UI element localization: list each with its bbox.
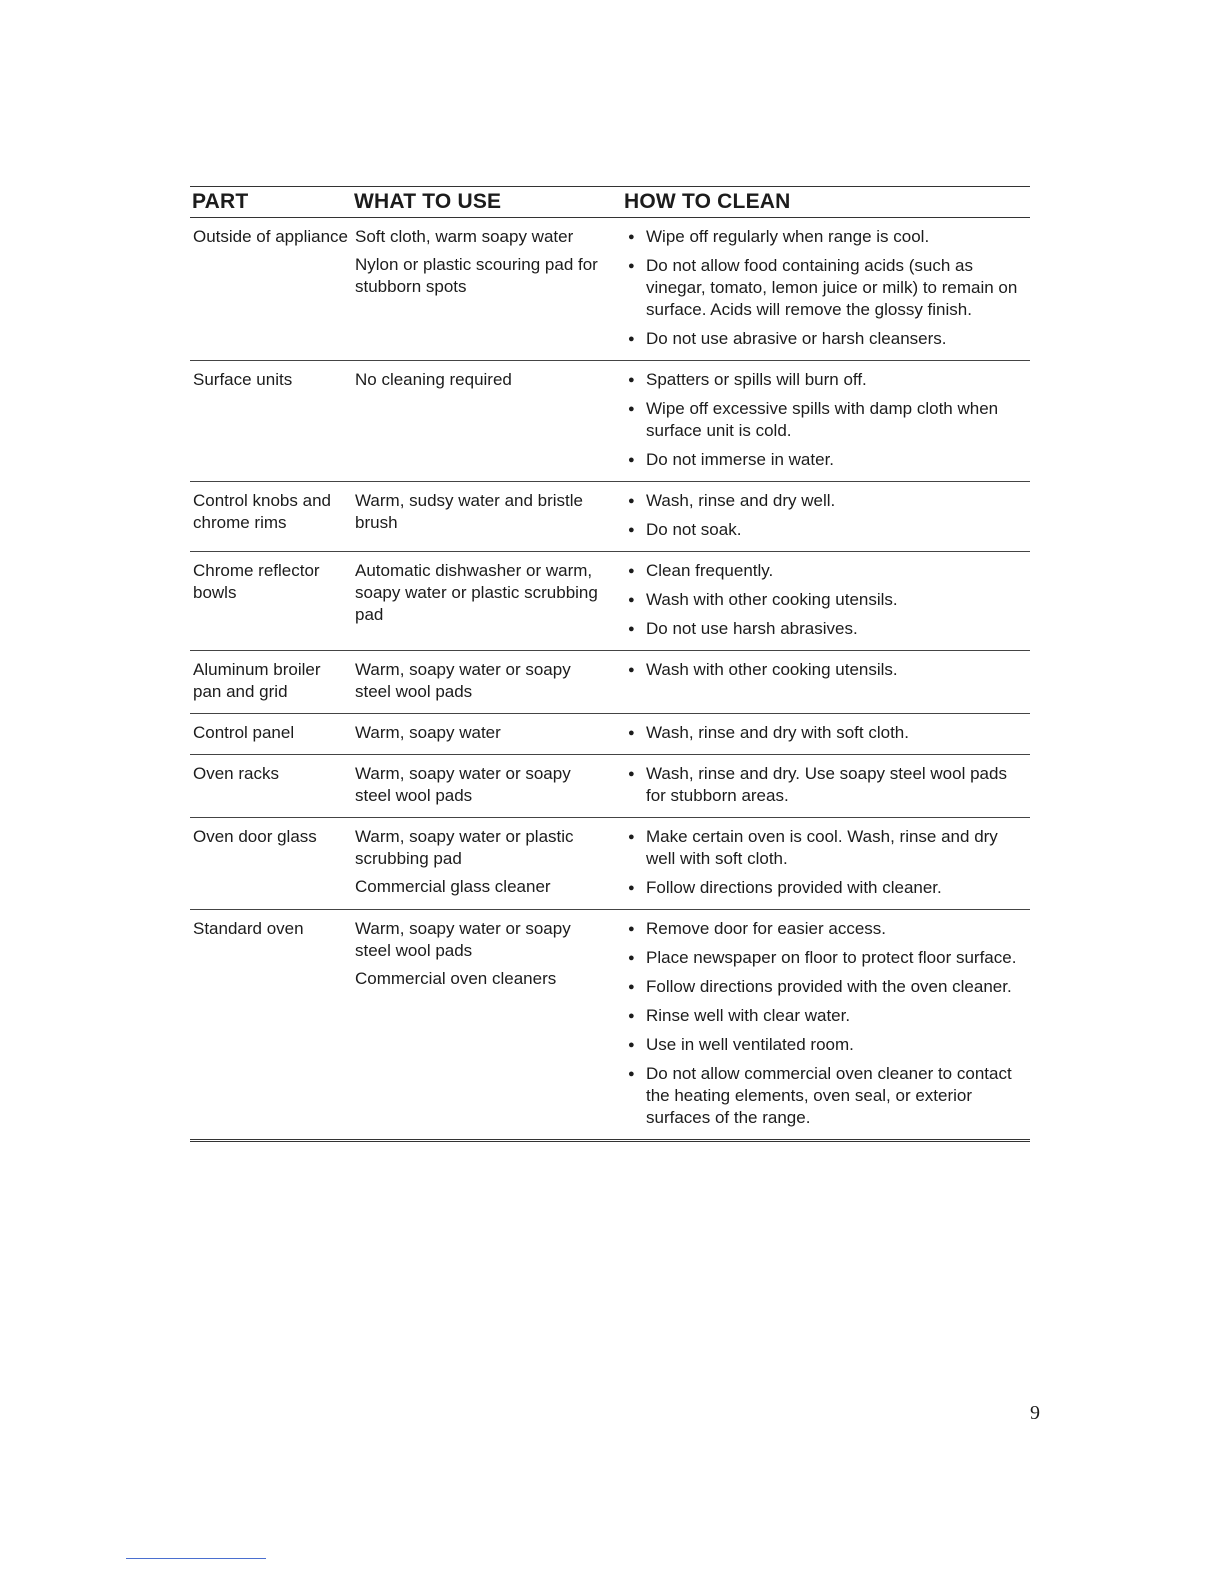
how-to-clean-cell [610, 552, 1030, 651]
cleaning-step: ● Wash, rinse and dry well. [628, 490, 1030, 512]
table-row [190, 482, 1030, 552]
cleaning-step: ● Wipe off excessive spills with damp cloth when surface unit is cold. [628, 398, 1030, 442]
header-what-to-use: WHAT TO USE [352, 187, 610, 218]
part-cell [190, 218, 352, 361]
table-row [190, 818, 1030, 910]
what-to-use-cell [352, 361, 610, 482]
table-row [190, 714, 1030, 755]
cleaning-step: ● Wash with other cooking utensils. [628, 589, 1030, 611]
cleaning-step: ● Do not use abrasive or harsh cleansers. [628, 328, 1030, 350]
cleaning-steps [628, 560, 1030, 640]
part-cell [190, 755, 352, 818]
use-item: Warm, sudsy water and bristle brush [355, 491, 583, 532]
cleaning-step: ● Wash, rinse and dry. Use soapy steel wool pads for stubborn areas. [628, 763, 1030, 807]
part-cell [190, 552, 352, 651]
cleaning-steps [628, 226, 1030, 350]
use-item: Warm, soapy water or plastic scrubbing pad [355, 827, 574, 868]
cleaning-step: ● Do not immerse in water. [628, 449, 1030, 471]
header-how-to-clean: HOW TO CLEAN [610, 187, 1030, 218]
how-to-clean-cell [610, 361, 1030, 482]
part-name: Oven door glass [193, 827, 317, 846]
part-name: Aluminum broiler pan and grid [193, 660, 321, 701]
what-to-use-cell [352, 910, 610, 1141]
what-to-use-cell [352, 651, 610, 714]
part-cell [190, 482, 352, 552]
cleaning-step: ● Clean frequently. [628, 560, 1030, 582]
cleaning-step: ● Do not allow commercial oven cleaner to contact the heating elements, oven seal, or exterior surfaces of the range. [628, 1063, 1030, 1129]
what-to-use-cell [352, 218, 610, 361]
what-to-use-cell [352, 552, 610, 651]
cleaning-step: ● Do not soak. [628, 519, 1030, 541]
table-row [190, 910, 1030, 1141]
footer-divider [126, 1558, 266, 1559]
what-to-use-cell [352, 818, 610, 910]
part-name: Control panel [193, 723, 295, 742]
use-item: Nylon or plastic scouring pad for stubborn spots [355, 255, 598, 296]
cleaning-steps [628, 490, 1030, 541]
use-item: Warm, soapy water or soapy steel wool pads [355, 660, 571, 701]
use-item: Automatic dishwasher or warm, soapy water or plastic scrubbing pad [355, 561, 598, 624]
use-item: Commercial glass cleaner [355, 877, 551, 896]
part-name: Standard oven [193, 919, 304, 938]
use-item: Warm, soapy water or soapy steel wool pads [355, 764, 571, 805]
use-item: Commercial oven cleaners [355, 969, 557, 988]
part-name: Outside of appliance [193, 227, 348, 246]
cleaning-step: ● Follow directions provided with cleaner. [628, 877, 1030, 899]
table-header-row [190, 187, 1030, 218]
table-row [190, 755, 1030, 818]
cleaning-step: ● Remove door for easier access. [628, 918, 1030, 940]
use-item: Warm, soapy water [355, 723, 501, 742]
cleaning-step: ● Do not allow food containing acids (such as vinegar, tomato, lemon juice or milk) to remain on surface. Acids will remove the glossy finish. [628, 255, 1030, 321]
cleaning-step: ● Make certain oven is cool. Wash, rinse and dry well with soft cloth. [628, 826, 1030, 870]
how-to-clean-cell [610, 818, 1030, 910]
part-name: Surface units [193, 370, 293, 389]
how-to-clean-cell [610, 651, 1030, 714]
cleaning-steps [628, 369, 1030, 471]
page-number: 9 [1030, 1402, 1040, 1424]
cleaning-step: ● Do not use harsh abrasives. [628, 618, 1030, 640]
cleaning-step: ● Wash, rinse and dry with soft cloth. [628, 722, 1030, 744]
cleaning-step: ● Follow directions provided with the oven cleaner. [628, 976, 1030, 998]
part-name: Control knobs and chrome rims [193, 491, 331, 532]
cleaning-step: ● Spatters or spills will burn off. [628, 369, 1030, 391]
table-row [190, 552, 1030, 651]
cleaning-steps [628, 763, 1030, 807]
how-to-clean-cell [610, 714, 1030, 755]
how-to-clean-cell [610, 218, 1030, 361]
how-to-clean-cell [610, 755, 1030, 818]
table-row [190, 218, 1030, 361]
how-to-clean-cell [610, 910, 1030, 1141]
cleaning-step: ● Wash with other cooking utensils. [628, 659, 1030, 681]
cleaning-step: ● Place newspaper on floor to protect floor surface. [628, 947, 1030, 969]
part-cell [190, 818, 352, 910]
cleaning-step: ● Wipe off regularly when range is cool. [628, 226, 1030, 248]
cleaning-steps [628, 659, 1030, 681]
part-cell [190, 361, 352, 482]
cleaning-table [190, 186, 1030, 1142]
cleaning-step: ● Rinse well with clear water. [628, 1005, 1030, 1027]
cleaning-step: ● Use in well ventilated room. [628, 1034, 1030, 1056]
header-part: PART [190, 187, 352, 218]
part-cell [190, 651, 352, 714]
use-item: Soft cloth, warm soapy water [355, 227, 574, 246]
how-to-clean-cell [610, 482, 1030, 552]
what-to-use-cell [352, 482, 610, 552]
part-name: Oven racks [193, 764, 279, 783]
cleaning-steps [628, 918, 1030, 1129]
cleaning-steps [628, 826, 1030, 899]
part-name: Chrome reflector bowls [193, 561, 320, 602]
cleaning-guide [190, 186, 1030, 1142]
use-item: No cleaning required [355, 370, 512, 389]
use-item: Warm, soapy water or soapy steel wool pads [355, 919, 571, 960]
what-to-use-cell [352, 755, 610, 818]
what-to-use-cell [352, 714, 610, 755]
table-row [190, 651, 1030, 714]
table-row [190, 361, 1030, 482]
part-cell [190, 910, 352, 1141]
part-cell [190, 714, 352, 755]
cleaning-steps [628, 722, 1030, 744]
